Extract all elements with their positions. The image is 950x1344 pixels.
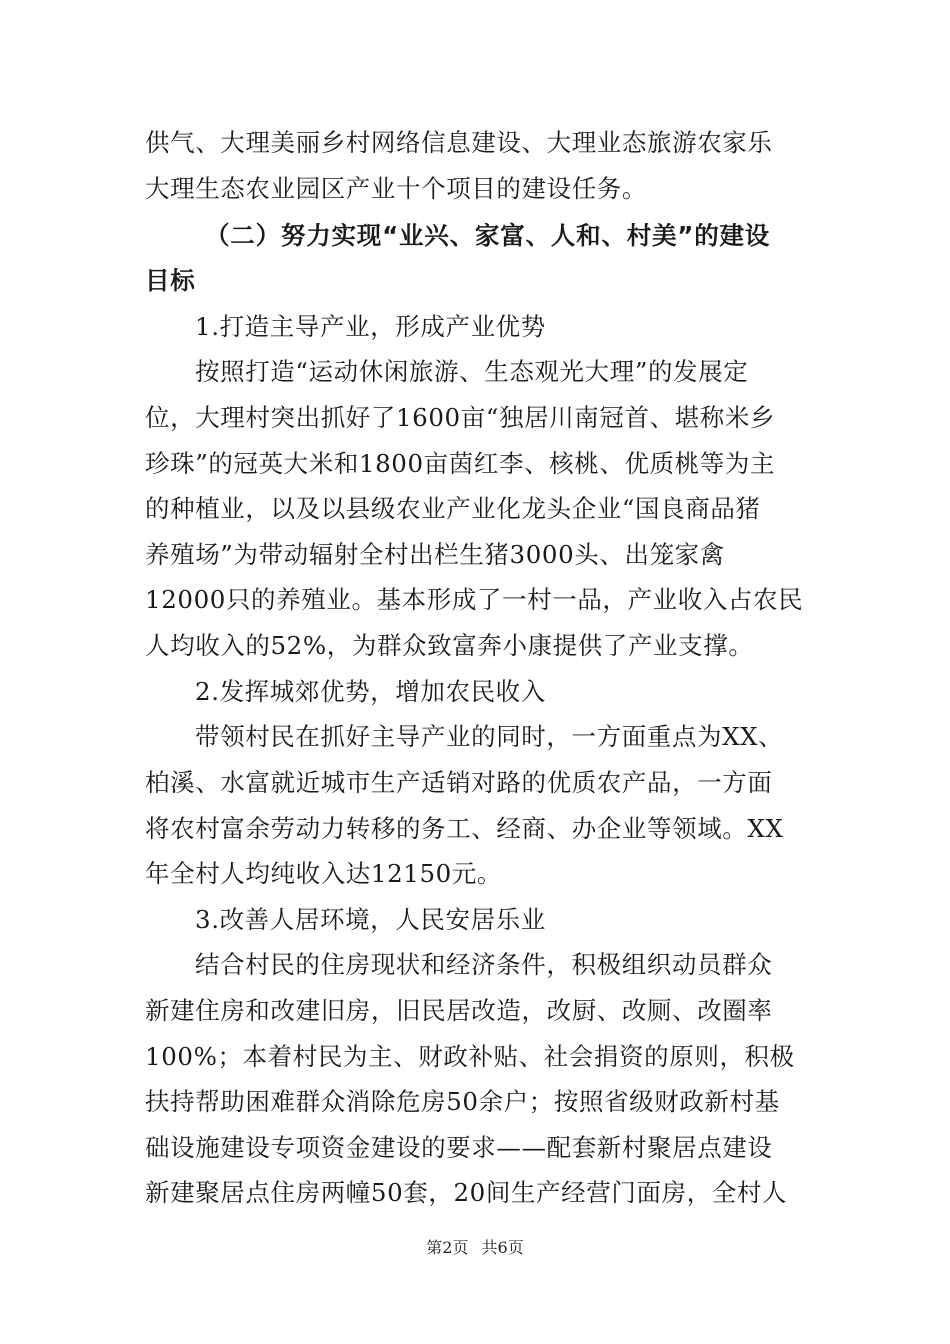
text-line: 年全村人均纯收入达12150元。 bbox=[145, 859, 503, 888]
text-line: 按照打造“运动休闲旅游、生态观光大理”的发展定 bbox=[195, 357, 749, 386]
text-line: 的种植业，以及以县级农业产业化龙头企业“国良商品猪 bbox=[145, 494, 761, 523]
text-line: 珍珠”的冠英大米和1800亩茵红李、核桃、优质桃等为主 bbox=[145, 449, 776, 478]
text-line: 养殖场”为带动辐射全村出栏生猪3000头、出笼家禽 bbox=[145, 540, 725, 569]
text-line: 12000只的养殖业。基本形成了一村一品，产业收入占农民 bbox=[145, 585, 804, 614]
text-line: 新建聚居点住房两幢50套，20间生产经营门面房，全村人 bbox=[145, 1178, 788, 1207]
text-line: 位，大理村突出抓好了1600亩“独居川南冠首、堪称米乡 bbox=[145, 403, 776, 432]
subheading-3: 3.改善人居环境，人民安居乐业 bbox=[195, 905, 546, 934]
text-line: 人均收入的52%，为群众致富奔小康提供了产业支撑。 bbox=[145, 631, 754, 660]
page-total: 共6页 bbox=[481, 1238, 524, 1257]
text-line: 础设施建设专项资金建设的要求——配套新村聚居点建设 bbox=[145, 1133, 773, 1162]
text-line: 结合村民的住房现状和经济条件，积极组织动员群众 bbox=[195, 950, 773, 979]
page-number: 第2页 bbox=[426, 1238, 469, 1257]
text-line: 扶持帮助困难群众消除危房50余户；按照省级财政新村基 bbox=[145, 1087, 780, 1116]
section-heading: （二）努力实现“业兴、家富、人和、村美”的建设 bbox=[205, 221, 771, 250]
text-line: 100%；本着村民为主、财政补贴、社会捐资的原则，积极 bbox=[145, 1042, 795, 1071]
text-line: 新建住房和改建旧房，旧民居改造，改厨、改厕、改圈率 bbox=[145, 996, 773, 1025]
text-line: 将农村富余劳动力转移的务工、经商、办企业等领域。XX bbox=[145, 814, 784, 843]
subheading-1: 1.打造主导产业，形成产业优势 bbox=[195, 312, 546, 341]
text-line: 带领村民在抓好主导产业的同时，一方面重点为XX、 bbox=[195, 722, 784, 751]
text-line: 大理生态农业园区产业十个项目的建设任务。 bbox=[145, 174, 647, 203]
text-line: 供气、大理美丽乡村网络信息建设、大理业态旅游农家乐 bbox=[145, 128, 773, 157]
text-line: 柏溪、水富就近城市生产适销对路的优质农产品，一方面 bbox=[145, 768, 773, 797]
section-heading-continued: 目标 bbox=[145, 266, 196, 295]
page-footer bbox=[0, 1238, 950, 1258]
subheading-2: 2.发挥城郊优势，增加农民收入 bbox=[195, 677, 546, 706]
